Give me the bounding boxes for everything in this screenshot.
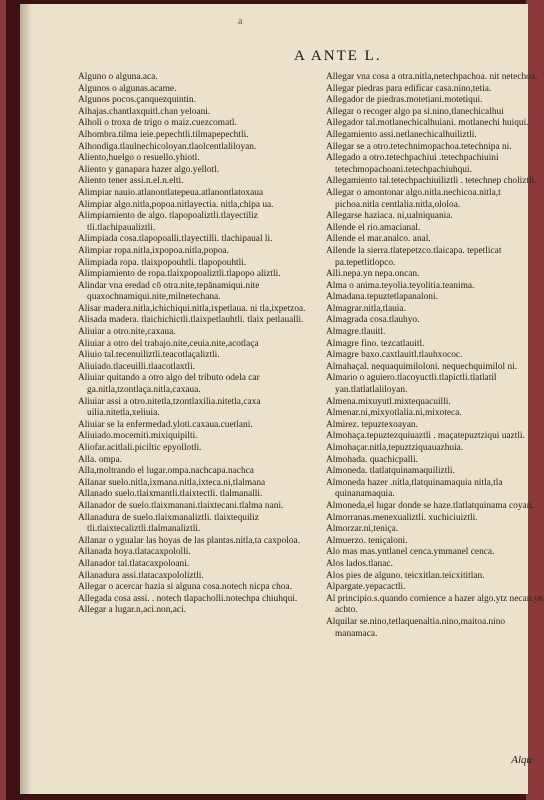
dictionary-entry: Alhombra.tilma ieie.pepechtli.tilmapepechtli. — [78, 129, 249, 140]
dictionary-entry: Aliuiado.mocemiti.mixiquipilti. — [78, 431, 198, 442]
dictionary-entry: Almagre fino. tezcatlauitl. — [326, 338, 425, 349]
dictionary-entry: Allegado a otro.tetechpachiui .tetechpachiuini tetechmopachoani.tetechpachiuhqui. — [326, 153, 499, 175]
dictionary-entry: Aliuiar se la enfermedad.yloti.caxaua.cuetlani. — [78, 419, 253, 430]
dictionary-entry: Allegar o acercar hazia si alguna cosa.notech nicpa choa. — [78, 582, 292, 593]
dictionary-entry: Allegar se a otro.tetechnimopachoa.tetechnipa ni. — [326, 141, 512, 152]
dictionary-entry: Almahaçal. nequaquimiloloni. nequechquimilol ni. — [326, 361, 518, 372]
dictionary-entry: Aliuiar a otro.nite,caxaua. — [78, 327, 176, 338]
dictionary-entry: Almagre.tlauitl. — [326, 327, 386, 338]
dictionary-entry: Aliuiar assi a otro.nitetla,tzontlaxilia.nitetla,caxa uilia.nitetla,xeliuia. — [78, 396, 261, 419]
running-header: A ANTE L. — [294, 48, 382, 64]
dictionary-entry: Alimpiar ropa.nitla,ixpopoa.nitla,popoa. — [78, 245, 230, 256]
dictionary-entry: Alindar vna eredad cō otra.nite,tepānamiqui.nite quaxochnamiqui.nite,milnetechana. — [78, 280, 260, 303]
dictionary-entry: Alimpiamiento de ropa.tlaixpopoaliztli.tlapopo aliztli. — [78, 269, 281, 280]
dictionary-entry: Allanado suelo.tlaixmantli.tlaixtectli. tlalmanalli. — [78, 489, 263, 500]
dictionary-entry: Almenar.ni,mixyotlalia.ni,mixoteca. — [326, 408, 462, 419]
dictionary-entry: Alhondiga.tlaulnechicoloyan.tlaolcentlaliloyan. — [78, 141, 257, 152]
dictionary-entry: Aliuiar a otro del trabajo.nite,ceuia.nite,acotlaça — [78, 338, 259, 349]
dictionary-entry: Alguno o alguna.aca. — [78, 72, 158, 82]
dictionary-entry: Alimpiar nauio.atlanontlatepeua.atlanontlatoxaua — [78, 187, 264, 198]
dictionary-entry: Almohaçar.nitla,tepuztziquauazhuia. — [326, 443, 464, 453]
dictionary-entry: Allegada cosa assi. . notech tlapacholli.notechpa chiuhqui. — [78, 593, 298, 604]
dictionary-entry: Almohaça.tepuztezquiuaztli . maçatepuztziqui uaztli. — [326, 431, 525, 442]
dictionary-entry: Alli.nepa.yn nepa.oncan. — [326, 269, 420, 280]
dictionary-entry: Allanar o ygualar las hoyas de las plantas.nitla,ta caxpoloa. — [78, 535, 301, 546]
dictionary-entry: Almagrar.nitla,tlauia. — [326, 303, 406, 314]
dictionary-entry: Allanar suelo.nitla,ixmana.nitla,ixteca.ni,tlalmana — [78, 477, 266, 488]
book-page — [20, 4, 544, 794]
dictionary-entry: Alhajas.chantlaxquitl.chan yeloani. — [78, 106, 211, 117]
dictionary-entry: Allegar vna cosa a otra.nitla,netechpachoa. nit netechoa. — [326, 72, 538, 82]
dictionary-entry: Alisar madera.nitla,ichichiqui.nitla,ixpetlaua. ni tla,ixpetzoa. — [78, 303, 306, 314]
right-column — [326, 72, 544, 640]
dictionary-entry: Allegamiento tal.tetechpachiuiliztli . tetechnep choliztli. — [326, 176, 537, 187]
dictionary-entry: Aliuio tal.tecenuiliztli.teacotlaçaliztli. — [78, 350, 220, 361]
dictionary-entry: Almagrada cosa.tlauhyo. — [326, 315, 420, 326]
dictionary-entry: Allegar piedras para edificar casa.nino,tetia. — [326, 83, 492, 94]
dictionary-entry: Allanada hoya.tlatacaxpololli. — [78, 547, 191, 558]
dictionary-entry: Alimpiada cosa.tlapopoalli.tlayectilli. tlachipaual li. — [78, 234, 273, 245]
dictionary-entry: Allegar a lugar.n,aci.non,aci. — [78, 605, 187, 616]
catchword: Alqu — [511, 754, 532, 766]
dictionary-entry: Almirez. tepuztexoayan. — [326, 419, 418, 430]
dictionary-entry: Al principio.s.quando comience a hazer algo.ytz necan.yn achto. — [326, 593, 544, 616]
page-gutter-shadow — [20, 4, 32, 794]
dictionary-entry: Aliento tener assi.n.el.n.elti. — [78, 176, 184, 187]
dictionary-entry: Allende el mar.analco. anal. — [326, 234, 431, 245]
dictionary-entry: Almoneda,el lugar donde se haze.tlatlatquinama coyan. — [326, 500, 534, 511]
dictionary-entry: Allegar o amontonar algo.nitla.nechicoa.nitla,t pichoa.nitla centlalia.nitla,ololoa. — [326, 187, 501, 210]
dictionary-entry: Allende la sierra.tlatepetzco.tlaicapa. tepetlicat pa.tepetlitlopco. — [326, 245, 502, 268]
dictionary-entry: Aliuiar quitando a otro algo del tributo odela car ga.nitla,tzontlaça.nitla,caxaua. — [78, 373, 260, 396]
dictionary-entry: Almorzar.ni,teniça. — [326, 524, 399, 535]
dictionary-entry: Alla. ompa. — [78, 454, 123, 465]
dictionary-entry: Algunos pocos.çanquezquintin. — [78, 95, 196, 106]
dictionary-entry: Alquilar se.nino,tetlaquenaltia.nino,maitoa.nino manamaca. — [326, 616, 506, 639]
dictionary-entry: Allende el rio.amacianal. — [326, 222, 421, 233]
dictionary-entry: Allanadura de suelo.tlaixmanaliztli. tlaixtequiliz tli.tlaixtecaliztli.tlalmanaliztli. — [78, 512, 259, 535]
dictionary-entry: Almorranas.menexualiztli. xuchiciuiztli. — [326, 512, 478, 523]
page-frame — [6, 0, 544, 800]
signature-mark: a — [238, 16, 243, 27]
dictionary-entry: Aliofar.acitlali.piciltic epyollotli. — [78, 443, 202, 453]
dictionary-entry: Allegador tal.motlanechicalhuiani. motlanechi huiqui. — [326, 118, 529, 129]
dictionary-entry: Allegamiento assi.netlanechicalhuiliztli. — [326, 129, 477, 140]
dictionary-entry: Allegador de piedras.motetiani.motetiqui. — [326, 95, 483, 106]
dictionary-entry: Alimpiada ropa. tlaixpopouhtli. tlapopouhtli. — [78, 257, 247, 268]
dictionary-entry: Allanador tal.tlatacaxpoloani. — [78, 558, 190, 569]
dictionary-entry: Alla,moltrando el lugar.ompa.nachcapa.nachca — [78, 466, 254, 477]
dictionary-entry: Alo mas mas.yntlanel cenca.ymmanel cenca. — [326, 547, 495, 558]
dictionary-entry: Algunos o algunas.acame. — [78, 83, 177, 94]
dictionary-entry: Almagre baxo.caxtlauitl.tlauhxococ. — [326, 350, 463, 361]
dictionary-entry: Allegar o recoger algo pa si.nino,tlanechicalhui — [326, 106, 504, 117]
dictionary-entry: Alimpiamiento de algo. tlapopoaliztli.tlayectiliz tli.tlachipaualiztli. — [78, 211, 258, 233]
dictionary-entry: Alisada madera. tlaichichictli.tlaixpetlauhtli. tlaix petlaualli. — [78, 315, 304, 326]
dictionary-entry: Aliuiado.tlaceuilli.tlaacotlaxtli. — [78, 361, 195, 372]
dictionary-entry: Alimpiar algo.nitla,popoa.nitlayectia. nitla,chipa ua. — [78, 199, 274, 210]
dictionary-entry: Alholi o troxa de trigo o maiz.cuezcomatl. — [78, 118, 237, 129]
dictionary-entry: Almadana.tepuztetlapanaloni. — [326, 292, 438, 303]
dictionary-entry: Almoneda hazer .nitla,tlatquinamaquia nitla,tla quinanamaquia. — [326, 477, 503, 500]
left-column — [78, 72, 318, 617]
dictionary-entry: Allegarse haziaca. ni,ualniquania. — [326, 211, 453, 222]
dictionary-entry: Alma o anima.teyolia.teyolitia.teanima. — [326, 280, 475, 291]
dictionary-entry: Almoneda. tlatlatquinamaquiliztli. — [326, 466, 455, 477]
dictionary-entry: Aliento,huelgo o resuello.yhiotl. — [78, 153, 200, 164]
dictionary-entry: Almario o aguiero.tlacoyuctli.tlapictli.tlatlatil yan.tlatlatlaliloyan. — [326, 373, 497, 396]
dictionary-entry: Alpargate.yepacactli. — [326, 582, 406, 593]
dictionary-entry: Almohada. quachicpalli. — [326, 454, 418, 465]
dictionary-entry: Almuerzo. teniçaloni. — [326, 535, 408, 546]
dictionary-entry: Allanadura assi.tlatacaxpololiztli. — [78, 570, 204, 581]
dictionary-entry: Allanador de suelo.tlaixmanani.tlaixtecani.tlalma nani. — [78, 500, 284, 511]
dictionary-entry: Almena.mixuyutl.mixtequacuilli. — [326, 396, 451, 407]
dictionary-entry: Alos lados.tlanac. — [326, 558, 393, 569]
dictionary-entry: Alos pies de alguno. teicxitlan.teicxititlan. — [326, 570, 485, 581]
dictionary-entry: Aliento y ganapara hazer algo.yellotl. — [78, 164, 220, 175]
